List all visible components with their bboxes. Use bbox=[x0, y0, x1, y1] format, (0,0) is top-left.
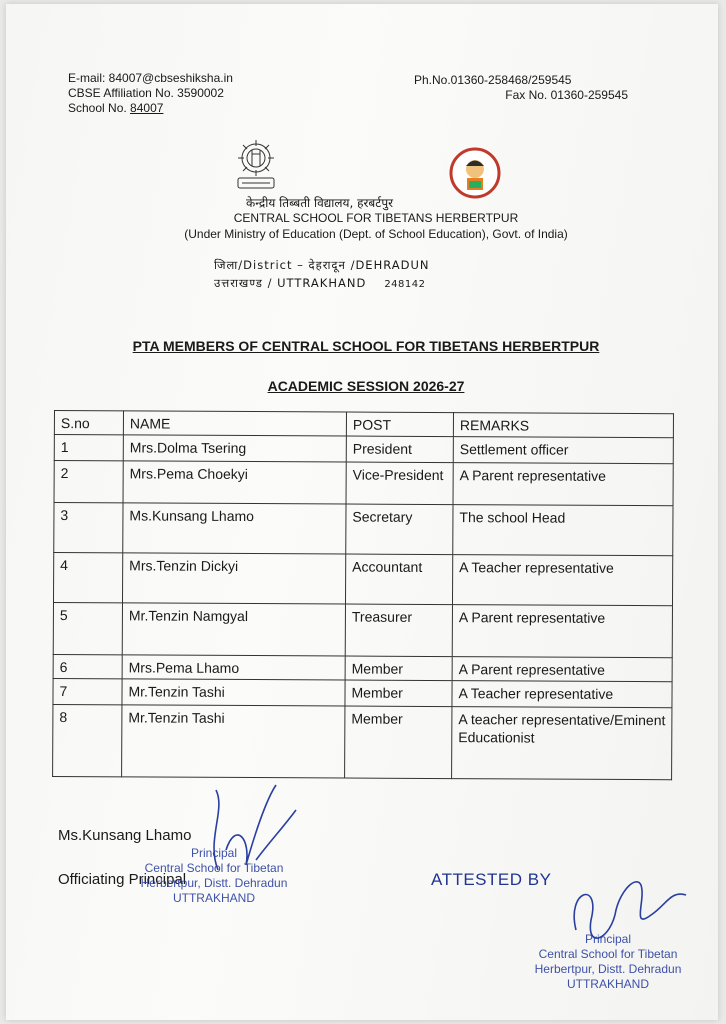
cell-name: Ms.Kunsang Lhamo bbox=[123, 503, 346, 554]
table-header-row bbox=[54, 411, 673, 438]
cell-sno: 5 bbox=[53, 603, 122, 655]
school-number-value: 84007 bbox=[130, 101, 164, 115]
cell-remarks: A Teacher representative bbox=[452, 681, 672, 708]
header-name: NAME bbox=[123, 411, 346, 436]
table-row bbox=[54, 461, 673, 506]
cell-sno: 2 bbox=[54, 461, 123, 503]
cell-name: Mrs.Pema Lhamo bbox=[122, 655, 345, 680]
cell-post: Member bbox=[345, 706, 452, 779]
header-sno: S.no bbox=[54, 411, 123, 435]
header-contact-right bbox=[406, 73, 628, 103]
cell-remarks: The school Head bbox=[453, 505, 673, 556]
stamp-line: Central School for Tibetan bbox=[144, 861, 284, 875]
cell-sno: 3 bbox=[54, 503, 123, 553]
cell-sno: 8 bbox=[53, 704, 122, 776]
table-row bbox=[53, 704, 672, 779]
document-page bbox=[6, 4, 718, 1020]
pta-members-table bbox=[52, 410, 674, 780]
cell-remarks: Settlement officer bbox=[453, 437, 673, 464]
header-remarks: REMARKS bbox=[453, 413, 673, 438]
cell-name: Mrs.Tenzin Dickyi bbox=[122, 553, 345, 604]
stamp-line: Central School for Tibetan bbox=[538, 947, 678, 961]
school-name-hindi: केन्द्रीय तिब्बती विद्यालय, हरबर्टपुर bbox=[246, 196, 394, 210]
cell-post: Treasurer bbox=[345, 604, 452, 657]
email-line: E-mail: 84007@cbseshiksha.in bbox=[68, 71, 233, 85]
cell-name: Mr.Tenzin Namgyal bbox=[122, 603, 345, 656]
cell-name: Mrs.Pema Choekyi bbox=[123, 461, 346, 504]
cell-name: Mr.Tenzin Tashi bbox=[122, 679, 345, 706]
ministry-line: (Under Ministry of Education (Dept. of School Education), Govt. of India) bbox=[184, 227, 568, 241]
cell-remarks: A Parent representative bbox=[452, 657, 672, 682]
cell-post: Vice-President bbox=[346, 462, 453, 505]
document-subtitle: ACADEMIC SESSION 2026-27 bbox=[267, 378, 465, 394]
school-logo-icon bbox=[449, 147, 501, 199]
district-line: जिला/District – देहरादून /DEHRADUN bbox=[214, 258, 430, 272]
school-name-english: CENTRAL SCHOOL FOR TIBETANS HERBERTPUR bbox=[233, 211, 519, 225]
cell-sno: 4 bbox=[53, 553, 122, 603]
cell-remarks: A teacher representative/Eminent Educationist bbox=[452, 707, 672, 780]
signatory-name: Ms.Kunsang Lhamo bbox=[58, 827, 192, 844]
school-number-line bbox=[68, 101, 233, 116]
cell-post: Member bbox=[345, 656, 452, 681]
table-row bbox=[53, 603, 672, 658]
state-line bbox=[214, 274, 429, 294]
stamp-line: UTTRAKHAND bbox=[566, 977, 649, 991]
emblem-icon bbox=[228, 136, 284, 196]
stamp-line: UTTRAKHAND bbox=[172, 891, 255, 905]
signatory-role: Officiating Principal bbox=[58, 871, 187, 888]
cell-sno: 6 bbox=[53, 654, 122, 678]
cell-remarks: A Teacher representative bbox=[452, 555, 672, 606]
fax-line: Fax No. 01360-259545 bbox=[505, 88, 628, 102]
cell-post: Secretary bbox=[346, 504, 453, 555]
cell-post: Accountant bbox=[345, 554, 452, 605]
table-body bbox=[53, 435, 674, 780]
phone-line: Ph.No.01360-258468/259545 bbox=[414, 73, 572, 87]
stamp-line: Herbertpur, Distt. Dehradun bbox=[140, 876, 288, 890]
stamp-line: Principal bbox=[190, 846, 238, 860]
cell-name: Mr.Tenzin Tashi bbox=[122, 705, 345, 778]
table-row bbox=[54, 435, 673, 464]
cell-sno: 7 bbox=[53, 678, 122, 704]
table-row bbox=[53, 553, 672, 606]
cell-remarks: A Parent representative bbox=[453, 463, 673, 506]
cell-post: Member bbox=[345, 680, 452, 707]
document-title: PTA MEMBERS OF CENTRAL SCHOOL FOR TIBETANS HERBERTPUR bbox=[132, 338, 600, 354]
cell-post: President bbox=[346, 436, 453, 463]
header-post: POST bbox=[346, 412, 453, 437]
table-row bbox=[53, 678, 672, 707]
cell-sno: 1 bbox=[54, 435, 123, 461]
pin-code: 248142 bbox=[384, 279, 426, 290]
header-contact-left bbox=[68, 71, 233, 116]
stamp-line: Herbertpur, Distt. Dehradun bbox=[534, 962, 682, 976]
school-name-block bbox=[166, 210, 586, 242]
cell-remarks: A Parent representative bbox=[452, 605, 672, 658]
address-block bbox=[214, 256, 429, 294]
attested-by-label: ATTESTED BY bbox=[431, 870, 552, 889]
stamp-line: Principal bbox=[584, 932, 632, 946]
table-row bbox=[53, 654, 672, 681]
state-text: उत्तराखण्ड / UTTRAKHAND bbox=[214, 276, 367, 290]
table-row bbox=[54, 503, 673, 556]
affiliation-line: CBSE Affiliation No. 3590002 bbox=[68, 86, 224, 100]
principal-stamp-right bbox=[518, 932, 698, 992]
principal-stamp-left bbox=[124, 846, 304, 906]
school-number-label: School No. bbox=[68, 101, 131, 115]
cell-name: Mrs.Dolma Tsering bbox=[123, 435, 346, 462]
